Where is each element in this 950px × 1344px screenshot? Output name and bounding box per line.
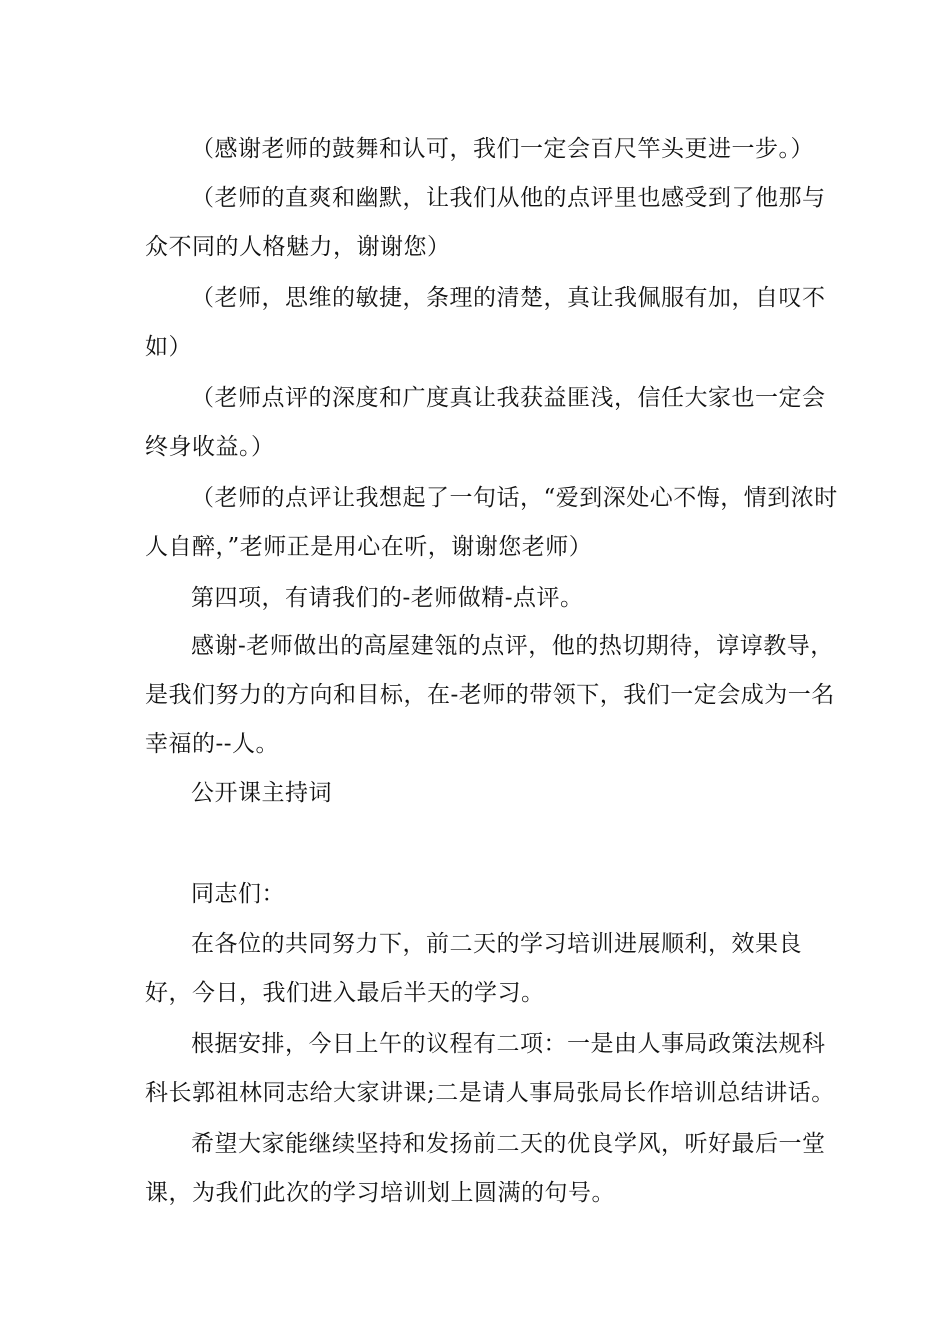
paragraph-1: （感谢老师的鼓舞和认可，我们一定会百尺竿头更进一步。） [191,136,814,162]
paragraph-9: 根据安排，今日上午的议程有二项：一是由人事局政策法规科科长郭祖林同志给大家讲课;二是请人事局张局长作培训总结讲话。 [145,1031,835,1106]
salutation: 同志们： [191,881,285,907]
section-heading: 公开课主持词 [191,780,332,806]
paragraph-7: 感谢-老师做出的高屋建瓴的点评，他的热切期待，谆谆教导，是我们努力的方向和目标，在-老师的带领下，我们一定会成为一名幸福的--人。 [145,633,835,757]
paragraph-6: 第四项，有请我们的-老师做精-点评。 [191,585,584,611]
paragraph-3: （老师，思维的敏捷，条理的清楚，真让我佩服有加，自叹不如） [145,285,826,360]
paragraph-2: （老师的直爽和幽默，让我们从他的点评里也感受到了他那与众不同的人格魅力，谢谢您） [145,185,826,260]
paragraph-5: （老师的点评让我想起了一句话，“爱到深处心不悔，情到浓时人自醉，”老师正是用心在听，谢谢您老师） [145,485,838,560]
paragraph-8: 在各位的共同努力下，前二天的学习培训进展顺利，效果良好，今日，我们进入最后半天的学习。 [145,931,802,1006]
paragraph-4: （老师点评的深度和广度真让我获益匪浅，信任大家也一定会终身收益。） [145,385,826,460]
paragraph-10: 希望大家能继续坚持和发扬前二天的优良学风，听好最后一堂课，为我们此次的学习培训划上圆满的句号。 [145,1131,826,1206]
